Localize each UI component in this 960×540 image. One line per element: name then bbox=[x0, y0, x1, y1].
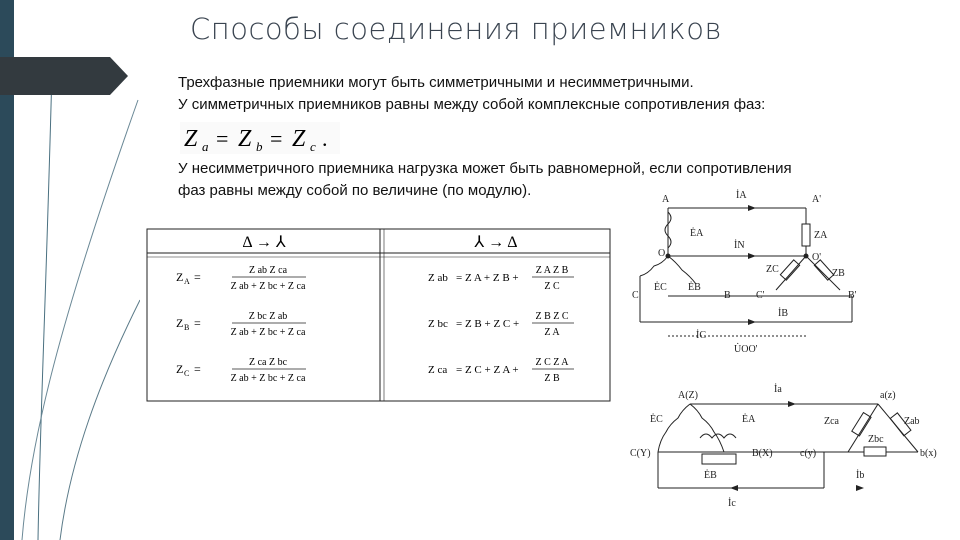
formula-sub-a: a bbox=[202, 139, 209, 154]
formula-eq-1: = bbox=[216, 126, 229, 151]
top-z-b: ZB bbox=[832, 268, 845, 279]
left-row-b-sub: B bbox=[184, 323, 190, 332]
left-row-a-num: Z ab Z ca bbox=[248, 265, 288, 276]
page-title: Способы соединения приемников bbox=[190, 12, 723, 46]
top-voltage-oo: U̇OO' bbox=[734, 344, 758, 355]
top-current-c: İC bbox=[696, 330, 706, 341]
bottom-node-c: C(Y) bbox=[630, 448, 651, 459]
right-row-bc-lhs: Z bc bbox=[428, 318, 448, 330]
right-row-ca-den: Z B bbox=[544, 373, 560, 384]
bottom-node-a-small: a(z) bbox=[880, 390, 896, 401]
left-row-c-lhs: Z bbox=[176, 362, 184, 376]
left-row-c-num: Z ca Z bc bbox=[248, 357, 288, 368]
formula-eq-2: = bbox=[270, 126, 283, 151]
bottom-z-ab: Zab bbox=[904, 416, 920, 427]
formula-sub-b: b bbox=[256, 139, 263, 154]
right-row-ab-num: Z A Z B bbox=[535, 265, 569, 276]
intro-line-2: У симметричных приемников равны между собой комплексные сопротивления фаз: bbox=[178, 96, 766, 113]
svg-text:=: = bbox=[194, 362, 201, 376]
left-row-c-den: Z ab + Z bc + Z ca bbox=[230, 373, 306, 384]
left-row-b-num: Z bc Z ab bbox=[248, 311, 288, 322]
right-row-ab-lhs: Z ab bbox=[428, 272, 448, 284]
bottom-emf-b: ĖB bbox=[704, 470, 717, 481]
right-row-bc-sum: = Z B + Z C + bbox=[456, 318, 520, 330]
left-row-a-lhs: Z bbox=[176, 270, 184, 284]
formula-sub-c: c bbox=[310, 139, 316, 154]
top-node-o-prime: O' bbox=[812, 252, 822, 263]
bottom-node-c-small: c(y) bbox=[800, 448, 817, 459]
formula-z-a: Z bbox=[184, 126, 198, 152]
formula-z-b: Z bbox=[238, 126, 252, 152]
left-header: Δ → ⅄ bbox=[242, 234, 286, 251]
bottom-z-ca: Zca bbox=[824, 416, 839, 427]
top-node-a: A bbox=[662, 194, 670, 205]
right-row-ab-sum: = Z A + Z B + bbox=[456, 272, 519, 284]
top-z-a: ZA bbox=[814, 230, 828, 241]
left-row-a-den: Z ab + Z bc + Z ca bbox=[230, 281, 306, 292]
top-current-a: İA bbox=[736, 190, 747, 201]
delta-circuit-diagram bbox=[628, 378, 950, 513]
uneven-line-2: фаз равны между собой по величине (по модулю). bbox=[178, 182, 532, 199]
formula-z-c: Z bbox=[292, 126, 306, 152]
bottom-node-a: A(Z) bbox=[678, 390, 698, 401]
formula-end: . bbox=[322, 126, 328, 151]
right-row-bc-den: Z A bbox=[544, 327, 560, 338]
left-row-c-sub: C bbox=[184, 369, 190, 378]
top-node-a-prime: A' bbox=[812, 194, 822, 205]
bottom-current-c: İc bbox=[728, 498, 736, 509]
left-row-a-sub: A bbox=[184, 277, 190, 286]
title-tab-arrow bbox=[0, 57, 128, 95]
star-circuit-diagram bbox=[628, 186, 862, 364]
right-row-bc-num: Z B Z C bbox=[535, 311, 569, 322]
bottom-current-a: İa bbox=[774, 384, 782, 395]
left-row-b-lhs: Z bbox=[176, 316, 184, 330]
top-node-c: C bbox=[632, 290, 639, 301]
top-node-c-prime: C' bbox=[756, 290, 765, 301]
intro-line-1: Трехфазные приемники могут быть симметричными и несимметричными. bbox=[178, 74, 694, 91]
delta-star-conversion-table bbox=[146, 227, 612, 403]
bottom-current-b: İb bbox=[856, 470, 865, 481]
top-current-b: İB bbox=[778, 308, 788, 319]
top-node-b: B bbox=[724, 290, 731, 301]
symmetric-equality-formula bbox=[180, 122, 340, 154]
top-z-c: ZC bbox=[766, 264, 779, 275]
bottom-emf-a: ĖA bbox=[742, 414, 756, 425]
top-emf-b: ĖB bbox=[688, 282, 701, 293]
right-header: ⅄ → Δ bbox=[474, 234, 518, 251]
bottom-z-bc: Zbc bbox=[868, 434, 884, 445]
top-current-n: İN bbox=[734, 240, 745, 251]
bottom-node-b-small: b(x) bbox=[920, 448, 937, 459]
right-row-ca-lhs: Z ca bbox=[428, 364, 448, 376]
top-emf-c: ĖC bbox=[654, 282, 667, 293]
svg-text:=: = bbox=[194, 270, 201, 284]
svg-text:=: = bbox=[194, 316, 201, 330]
bottom-node-b: B(X) bbox=[752, 448, 773, 459]
uneven-line-1: У несимметричного приемника нагрузка может быть равномерной, если сопротивления bbox=[178, 160, 792, 177]
bottom-emf-c: ĖC bbox=[650, 414, 663, 425]
right-row-ca-sum: = Z C + Z A + bbox=[456, 364, 519, 376]
top-node-b-prime: B' bbox=[848, 290, 857, 301]
top-node-o: O bbox=[658, 248, 666, 259]
top-emf-a: ĖA bbox=[690, 228, 704, 239]
right-row-ca-num: Z C Z A bbox=[535, 357, 569, 368]
left-row-b-den: Z ab + Z bc + Z ca bbox=[230, 327, 306, 338]
right-row-ab-den: Z C bbox=[544, 281, 560, 292]
intro-paragraph bbox=[178, 72, 765, 116]
